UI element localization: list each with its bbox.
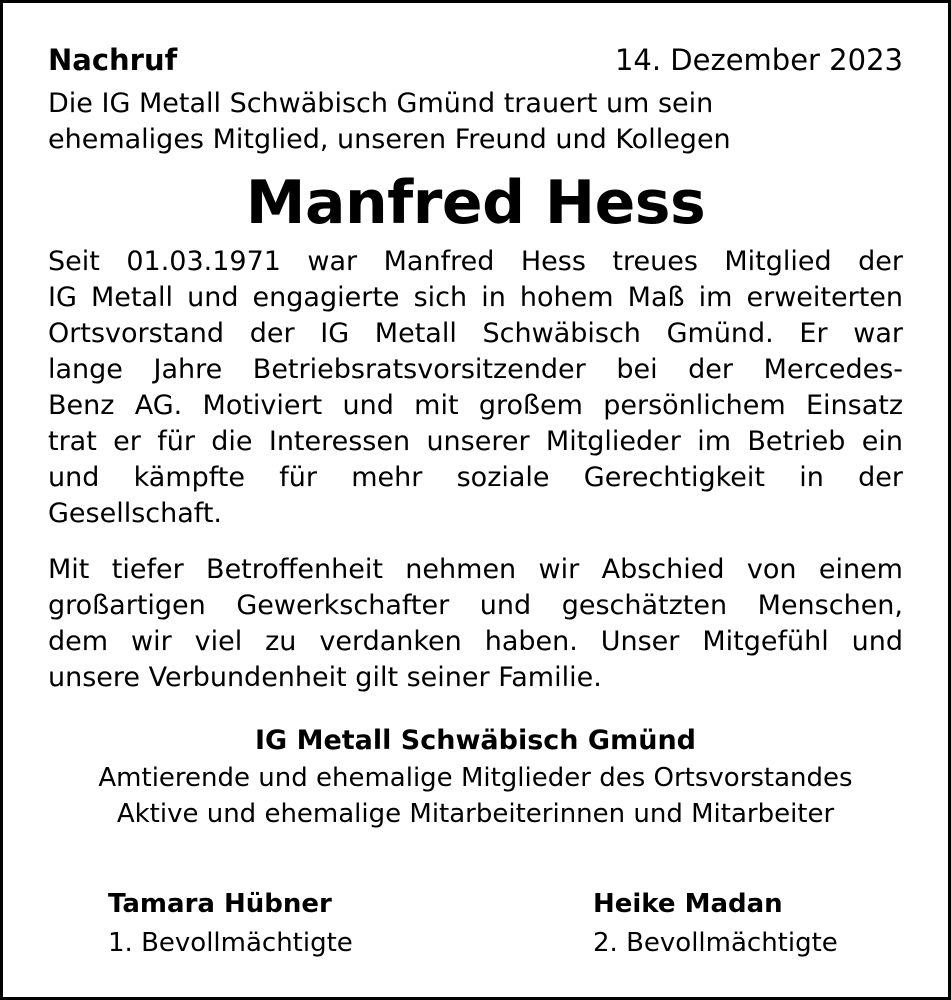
paragraph-line: lange Jahre Betriebsratsvorsitzender bei der Mercedes- (48, 354, 903, 385)
obituary-date: 14. Dezember 2023 (614, 43, 903, 77)
organization-line: Aktive und ehemalige Mitarbeiterinnen und Mitarbeiter (116, 799, 835, 829)
paragraph-line: Gesellschaft. (48, 498, 222, 529)
paragraph-line: und kämpfte für mehr soziale Gerechtigkeit in der (48, 462, 903, 493)
paragraph-line: großartigen Gewerkschafter und geschätzten Menschen, (48, 590, 903, 621)
obituary-label: Nachruf (48, 43, 178, 77)
condolence-paragraph (48, 552, 903, 696)
signatory-role: 1. Bevollmächtigte (108, 928, 353, 958)
organization-block (48, 722, 903, 832)
signature-block (593, 884, 838, 962)
paragraph-line: Mit tiefer Betroffenheit nehmen wir Abschied von einem (48, 554, 903, 585)
organization-line: Amtierende und ehemalige Mitglieder des Ortsvorstandes (98, 763, 853, 793)
intro-line: Die IG Metall Schwäbisch Gmünd trauert um sein (48, 88, 714, 119)
paragraph-line: Seit 01.03.1971 war Manfred Hess treues Mitglied der (48, 246, 903, 277)
signatory-name: Heike Madan (593, 889, 783, 919)
intro-line: ehemaliges Mitglied, unseren Freund und Kollegen (48, 124, 731, 155)
deceased-name: Manfred Hess (245, 168, 706, 238)
signatory-name: Tamara Hübner (108, 889, 332, 919)
paragraph-line: IG Metall und engagierte sich in hohem Maß im erweiterten (48, 282, 903, 313)
signatory-role: 2. Bevollmächtigte (593, 928, 838, 958)
paragraph-line: Ortsvorstand der IG Metall Schwäbisch Gmünd. Er war (48, 318, 903, 349)
organization-name: IG Metall Schwäbisch Gmünd (254, 725, 696, 756)
signature-block (108, 884, 353, 962)
paragraph-line: Benz AG. Motiviert und mit großem persönlichem Einsatz (48, 390, 903, 421)
biography-paragraph (48, 244, 903, 532)
paragraph-line: trat er für die Interessen unserer Mitglieder im Betrieb ein (48, 426, 903, 457)
intro-text (48, 86, 903, 158)
paragraph-line: dem wir viel zu verdanken haben. Unser Mitgefühl und (48, 626, 903, 657)
paragraph-line: unsere Verbundenheit gilt seiner Familie. (48, 662, 602, 693)
obituary-content (48, 40, 903, 832)
header-row (48, 40, 903, 80)
